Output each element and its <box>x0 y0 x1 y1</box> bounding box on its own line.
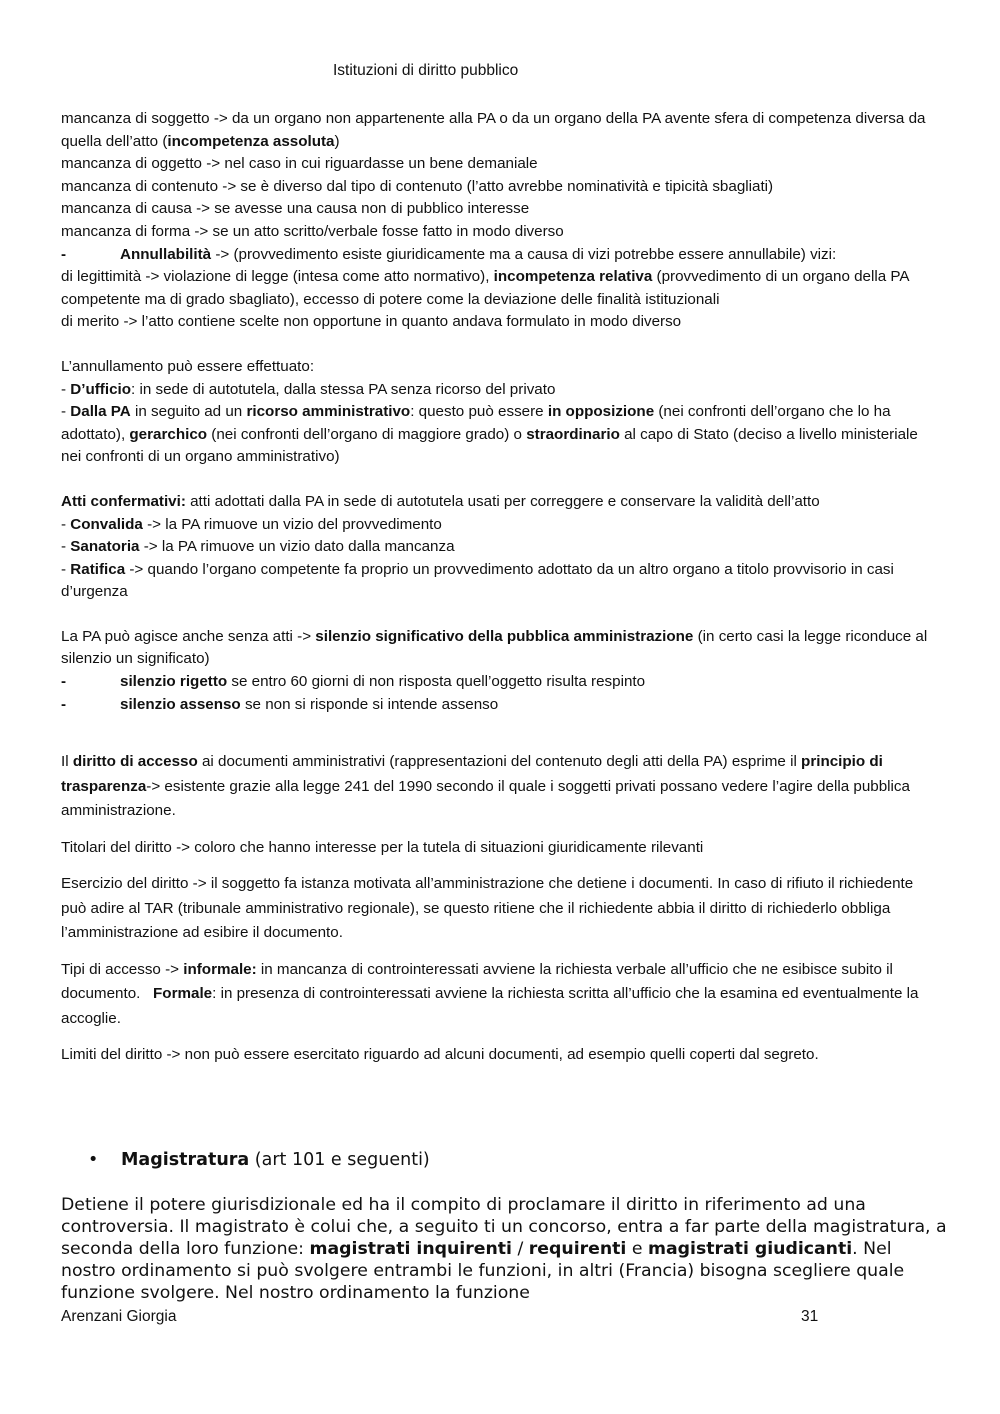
list-item-silenzio-rigetto <box>61 671 941 694</box>
bold-term: Ratifica <box>70 560 126 578</box>
dash-marker: - <box>61 245 67 263</box>
bold-term: Sanatoria <box>70 538 140 556</box>
paragraph-esercizio: Esercizio del diritto -> il soggetto fa istanza motivata all’amministrazione che detiene i documenti. In caso di rifiuto il richiedente può adire al TAR (tribunale amministrativo regionale), se questo ritiene che il richiedente abbia il diritto di richiederlo obbliga l’amministrazione ad esibire il documento. <box>61 875 914 942</box>
bold-term: straordinario <box>526 425 620 443</box>
list-item-sanatoria <box>61 536 941 559</box>
main-text <box>61 108 941 1080</box>
text-run: -> la PA rimuove un vizio del provvedimento <box>142 515 442 533</box>
bold-term: silenzio rigetto <box>120 673 228 691</box>
text-run: . Nel nostro ordinamento si può svolgere entrambi le funzioni, in altri (Francia) bisogna scegliere quale funzione svolgere. Nel nostro ordinamento la funzione <box>61 1239 905 1303</box>
text-run: - <box>61 380 71 398</box>
bold-term: diritto di accesso <box>72 753 198 771</box>
paragraph-mancanza-oggetto: mancanza di oggetto -> nel caso in cui riguardasse un bene demaniale <box>61 155 538 173</box>
text-run: se entro 60 giorni di non risposta quell’oggetto risulta respinto <box>227 673 646 691</box>
text-run: Detiene il potere giurisdizionale ed ha il compito di proclamare il diritto in riferimento ad una controversia. Il magistrato è colui che, a seguito ti un concorso, entra a far parte della magistratura, a seconda della loro funzione: <box>61 1195 947 1259</box>
list-item-silenzio-assenso <box>61 694 941 717</box>
bold-term: incompetenza relativa <box>493 268 653 286</box>
paragraph-mancanza-causa: mancanza di causa -> se avesse una causa non di pubblico interesse <box>61 200 530 218</box>
text-run: - <box>61 560 71 578</box>
bold-term: in opposizione <box>547 403 655 421</box>
text-run: / <box>511 1239 529 1259</box>
bold-term: incompetenza assoluta <box>167 132 335 150</box>
footer-author: Arenzani Giorgia <box>61 1308 177 1325</box>
list-item-dalla-pa <box>61 401 941 469</box>
text-run: al capo di Stato (deciso a livello ministeriale nei confronti di un organo amministrativo) <box>61 425 918 466</box>
text-run: (in certo casi la legge riconduce al silenzio un significato) <box>61 627 928 668</box>
list-item-convalida <box>61 514 941 537</box>
bold-term: magistrati inquirenti <box>309 1239 512 1259</box>
text-run: (nei confronti dell’organo che lo ha adottato), <box>61 403 891 443</box>
text-run: (provvedimento di un organo della PA competente ma di grado sbagliato), eccesso di potere come la deviazione delle finalità istituzionali <box>61 268 909 308</box>
text-run: in seguito ad un <box>130 403 247 421</box>
bold-term: Atti confermativi: <box>61 492 186 510</box>
paragraph-mancanza-contenuto: mancanza di contenuto -> se è diverso dal tipo di contenuto (l’atto avrebbe nominatività e tipicità sbagliati) <box>61 177 774 195</box>
text-run: ) <box>334 132 340 150</box>
text-run: - <box>61 403 71 421</box>
text-run: ai documenti amministrativi (rappresentazioni del contenuto degli atti della PA) esprime il <box>197 753 802 771</box>
bold-term: silenzio assenso <box>120 695 241 713</box>
bold-term: magistrati giudicanti <box>647 1239 853 1259</box>
paragraph-titolari: Titolari del diritto -> coloro che hanno interesse per la tutela di situazioni giuridicamente rilevanti <box>61 838 704 856</box>
bold-term: Annullabilità <box>120 245 212 263</box>
text-run: : in sede di autotutela, dalla stessa PA senza ricorso del privato <box>131 380 556 398</box>
bold-term: principio di trasparenza <box>61 753 883 795</box>
bold-term: Dalla PA <box>70 403 131 421</box>
text-run: atti adottati dalla PA in sede di autotutela usati per correggere e conservare la validità dell’atto <box>185 492 820 510</box>
paragraph-silenzio <box>61 626 941 671</box>
paragraph-magistratura <box>61 1194 951 1304</box>
text-run: : in presenza di controinteressati avviene la richiesta scritta all’ufficio che la esamina ed eventualmente la accoglie. <box>61 985 919 1027</box>
dash-marker: - <box>61 695 67 713</box>
page-number: 31 <box>801 1308 819 1325</box>
bold-term: Magistratura <box>121 1150 250 1170</box>
text-run: Il <box>61 753 73 771</box>
paragraph-mancanza-soggetto <box>61 108 941 153</box>
text-run: (nei confronti dell’organo di maggiore grado) o <box>207 425 527 443</box>
bold-term: D’ufficio <box>70 380 132 398</box>
paragraph-diritto-accesso <box>61 750 941 824</box>
bold-term: ricorso amministrativo <box>246 403 411 421</box>
dash-marker: - <box>61 673 67 691</box>
text-run: e <box>626 1239 648 1259</box>
text-run: in mancanza di controinteressati avviene la richiesta verbale all’ufficio che ne esibisce subito il documento. <box>61 960 898 1003</box>
bold-term: requirenti <box>528 1239 627 1259</box>
text-run: - <box>61 515 71 533</box>
bold-term: Formale <box>153 985 213 1003</box>
list-item-ufficio <box>61 379 941 402</box>
text-run: - <box>61 538 71 556</box>
paragraph-annullamento-intro: L’annullamento può essere effettuato: <box>61 357 315 375</box>
text-run: se non si risponde si intende assenso <box>240 695 499 713</box>
list-item-annullabilita <box>61 244 941 267</box>
paragraph-atti-confermativi <box>61 491 941 514</box>
text-run: Tipi di accesso -> <box>61 960 184 978</box>
text-run: di legittimità -> violazione di legge (intesa come atto normativo), <box>61 268 494 286</box>
bold-term: silenzio significativo della pubblica amministrazione <box>315 627 694 645</box>
section-heading-magistratura <box>88 1150 430 1170</box>
text-run: (art 101 e seguenti) <box>249 1150 430 1170</box>
text-run: -> esistente grazie alla legge 241 del 1990 secondo il quale i soggetti privati possano vedere l’agire della pubblica amministrazione. <box>61 777 910 820</box>
bullet-icon: • <box>88 1150 99 1170</box>
bold-term: gerarchico <box>129 425 208 443</box>
paragraph-limiti: Limiti del diritto -> non può essere esercitato riguardo ad alcuni documenti, ad esempio quelli coperti dal segreto. <box>61 1046 819 1064</box>
text-run: La PA può agisce anche senza atti -> <box>61 627 316 645</box>
text-run: -> la PA rimuove un vizio dato dalla mancanza <box>139 538 455 556</box>
paragraph-mancanza-forma: mancanza di forma -> se un atto scritto/verbale fosse fatto in modo diverso <box>61 222 564 240</box>
bold-term: Convalida <box>70 515 143 533</box>
text-run: : questo può essere <box>410 403 548 421</box>
paragraph-legittimita <box>61 266 941 311</box>
running-header: Istituzioni di diritto pubblico <box>333 62 519 79</box>
bold-term: informale: <box>183 960 257 978</box>
paragraph-merito: di merito -> l’atto contiene scelte non opportune in quanto andava formulato in modo diverso <box>61 313 682 331</box>
text-run: -> quando l’organo competente fa proprio un provvedimento adottato da un altro organo a titolo provvisorio in casi d’urgenza <box>61 560 894 601</box>
paragraph-tipi-accesso <box>61 958 941 1032</box>
text-run: -> (provvedimento esiste giuridicamente ma a causa di vizi potrebbe essere annullabile) vizi: <box>211 245 837 263</box>
list-item-ratifica <box>61 559 941 604</box>
text-run: mancanza di soggetto -> da un organo non appartenente alla PA o da un organo della PA avente sfera di competenza diversa da quella dell’atto ( <box>61 110 926 150</box>
